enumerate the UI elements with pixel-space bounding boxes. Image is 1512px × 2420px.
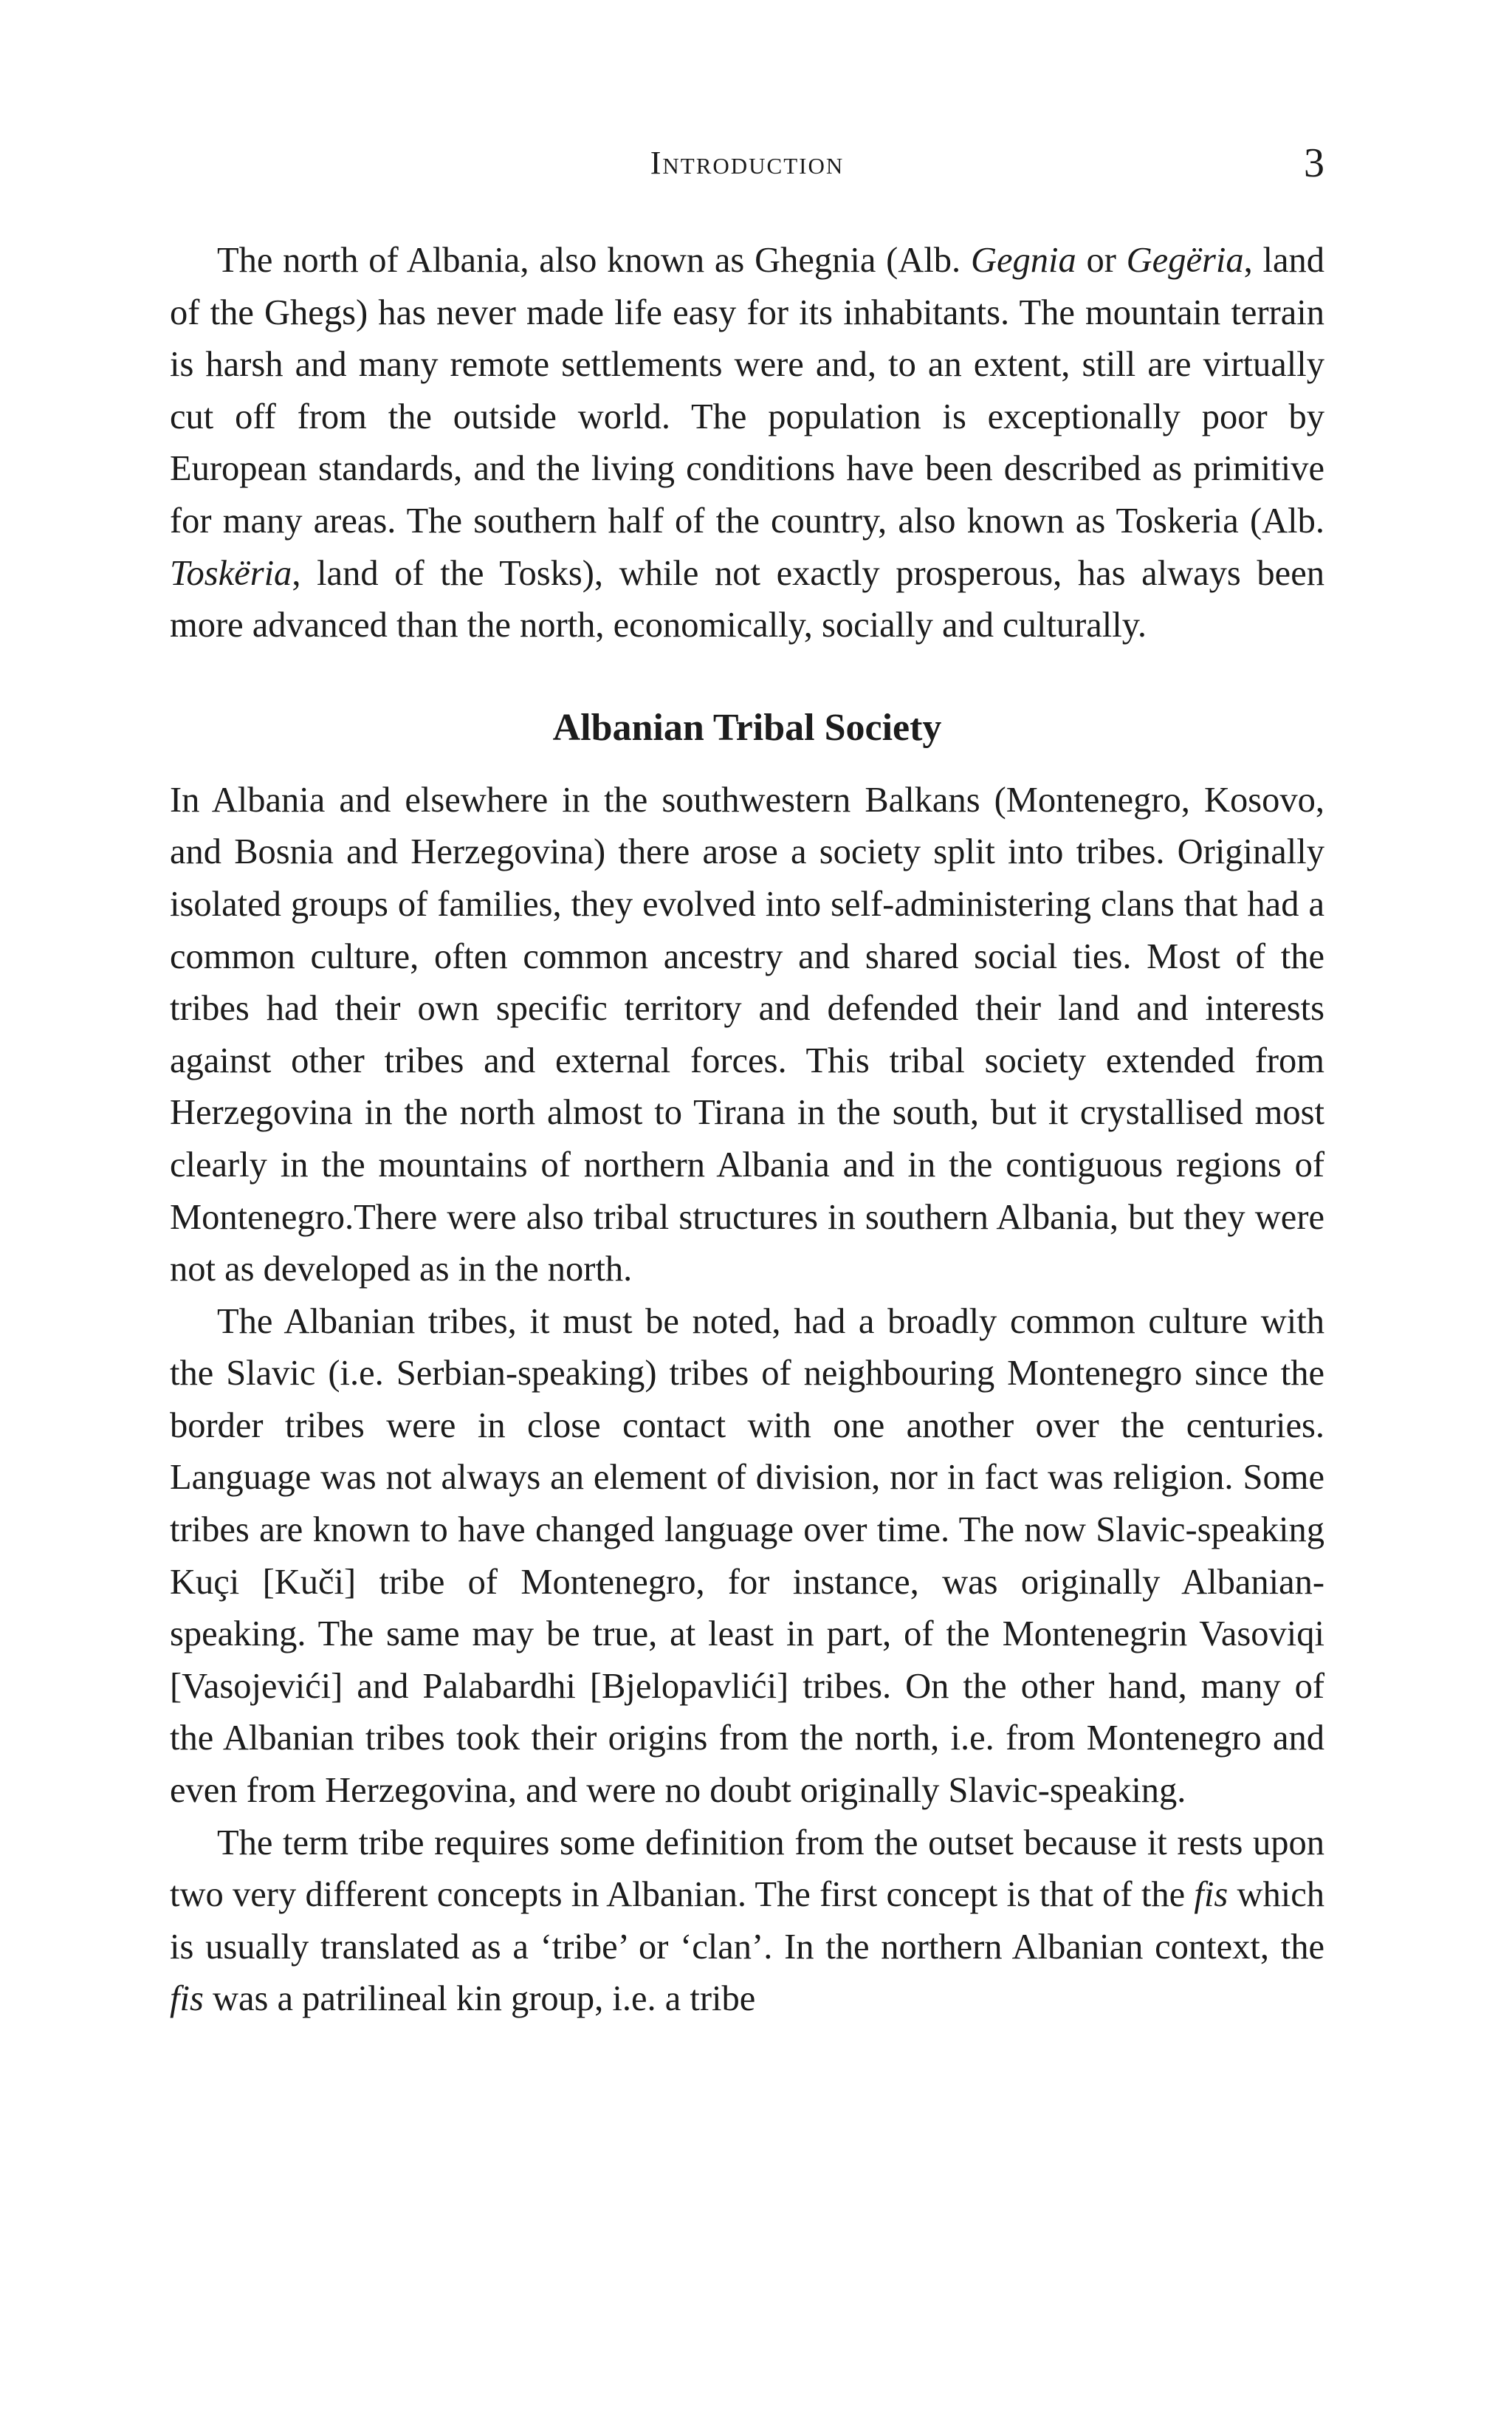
paragraph-tribe-definition (170, 1817, 1324, 2026)
paragraph-text: or (1076, 241, 1127, 280)
italic-term: Gegëria (1126, 241, 1244, 280)
italic-term: fis (170, 1979, 204, 2019)
paragraph-text: The north of Albania, also known as Ghegnia (Alb. (217, 241, 971, 280)
italic-term: Toskëria (170, 553, 292, 593)
paragraph-text: The term tribe requires some definition from the outset because it rests upon two very different concepts in Albanian. The first concept is that of the (170, 1823, 1324, 1915)
section-heading: Albanian Tribal Society (552, 706, 942, 749)
paragraph-common-culture: The Albanian tribes, it must be noted, had a broadly common culture with the Slavic (i.e. Serbian-speaking) tribes of neighbouring Montenegro since the border tribes were in close contact with one another over the centuries. Language was not always an element of division, nor in fact was religion. Some tribes are known to have changed language over time. The now Slavic-speaking Kuçi [Kuči] tribe of Montenegro, for instance, was originally Albanian-speaking. The same may be true, at least in part, of the Montenegrin Vasoviqi [Vasojevići] and Palabardhi [Bjelopavlići] tribes. On the other hand, many of the Albanian tribes took their origins from the north, i.e. from Montenegro and even from Herzegovina, and were no doubt originally Slavic-speaking. (170, 1301, 1324, 1811)
italic-term: fis (1194, 1875, 1228, 1915)
running-head-title: Introduction (650, 145, 845, 181)
paragraph-text: was a patrilineal kin group, i.e. a tribe (203, 1979, 756, 2019)
italic-term: Gegnia (970, 241, 1076, 280)
page-number: 3 (1304, 140, 1324, 186)
paragraph-regional-divide (170, 235, 1324, 652)
paragraph-text: , land of the Ghegs) has never made life easy for its inhabitants. The mountain terrain is harsh and many remote settlements were and, to an extent, still are virtually cut off from the outside world. The population is exceptionally poor by European standards, and the living conditions have been described as primitive for many areas. The southern half of the country, also known as Toskeria (Alb. (170, 241, 1324, 541)
paragraph-text: which is usually translated as a ‘tribe’ or ‘clan’. In the northern Albanian context, the (170, 1875, 1325, 1967)
body-text (170, 235, 1324, 2026)
paragraph-text: , land of the Tosks), while not exactly prosperous, has always been more advanced than the north, economically, socially and culturally. (170, 553, 1324, 645)
paragraph-tribal-society: In Albania and elsewhere in the southwestern Balkans (Montenegro, Kosovo, and Bosnia and Herzegovina) there arose a society split into tribes. Originally isolated groups of families, they evolved into self-administering clans that had a common culture, often common ancestry and shared social ties. Most of the tribes had their own specific territory and defended their land and interests against other tribes and external forces. This tribal society extended from Herzegovina in the north almost to Tirana in the south, but it crystallised most clearly in the mountains of northern Albania and in the contiguous regions of Montenegro.There were also tribal structures in southern Albania, but they were not as developed as in the north. (170, 780, 1324, 1289)
running-head (170, 140, 1324, 196)
